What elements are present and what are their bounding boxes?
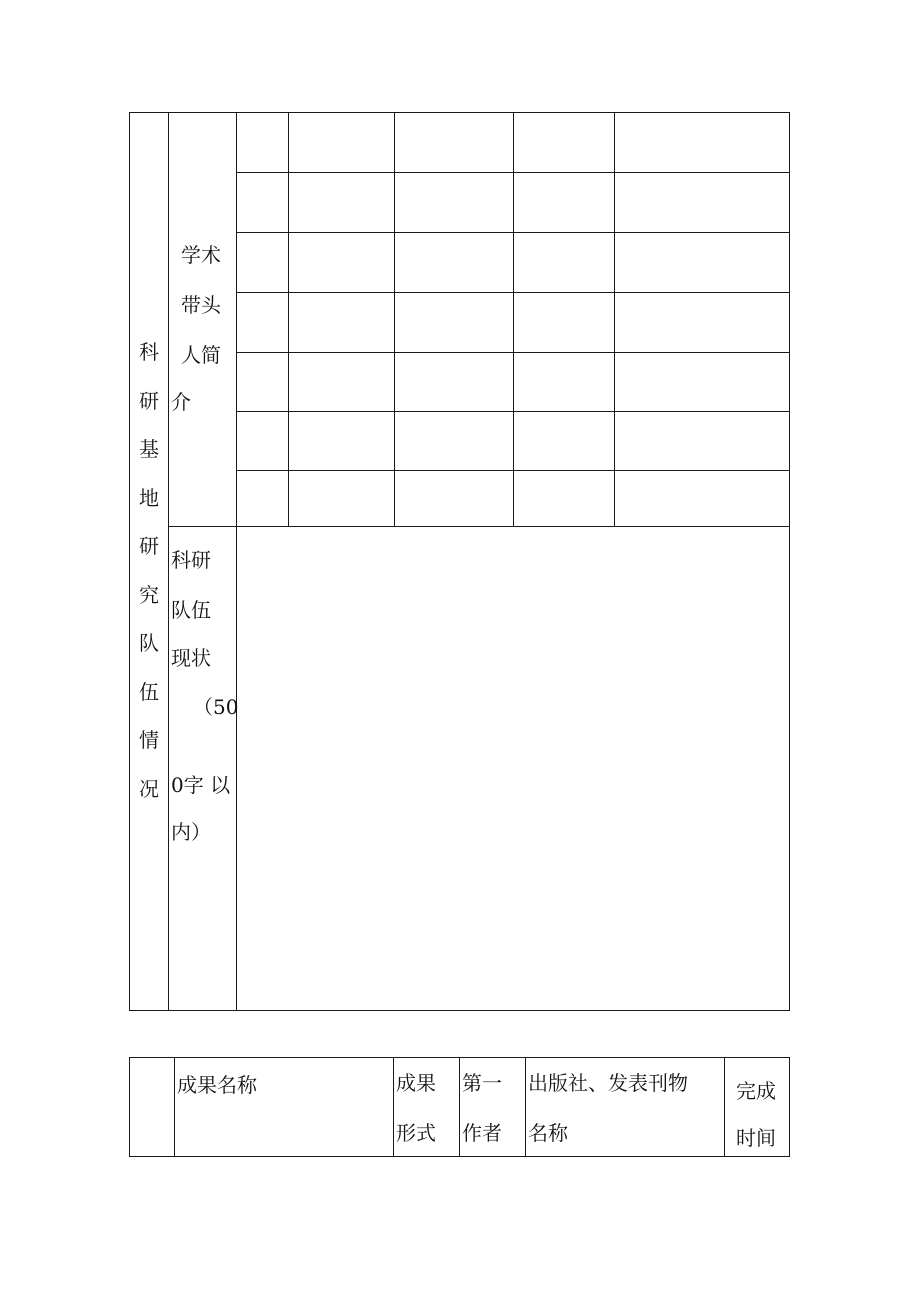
col-divider	[459, 1057, 460, 1157]
row-divider	[236, 411, 790, 412]
section-label-char: 研	[139, 388, 159, 413]
col-divider	[513, 112, 514, 527]
team-status-line: （50	[193, 695, 239, 719]
section-label-char: 队	[139, 631, 159, 655]
row-divider	[236, 292, 790, 293]
section-label-char: 伍	[139, 679, 159, 704]
col-divider	[174, 1057, 175, 1157]
table-border-left	[129, 1057, 130, 1157]
team-status-line: 内）	[171, 820, 211, 844]
header-result-name: 成果名称	[177, 1073, 257, 1097]
table-border-right	[789, 1057, 790, 1157]
col-divider	[724, 1057, 725, 1157]
col-divider	[236, 112, 237, 1011]
header-result-form-line: 形式	[396, 1121, 436, 1145]
team-status-line: 科研	[171, 548, 211, 572]
section-label-char: 况	[139, 776, 159, 801]
header-result-form-line: 成果	[396, 1071, 436, 1095]
col-divider	[525, 1057, 526, 1157]
table-border-top	[129, 112, 790, 113]
row-divider	[236, 470, 790, 471]
team-status-line: 现状	[171, 646, 211, 670]
col-divider	[288, 112, 289, 527]
team-status-line: 0字 以	[171, 773, 231, 797]
col-divider	[393, 1057, 394, 1157]
header-first-author-line: 第一	[462, 1071, 502, 1095]
header-completion-time-line: 完成	[736, 1079, 776, 1103]
team-status-line: 队伍	[171, 598, 211, 622]
row-divider	[236, 232, 790, 233]
col-divider	[614, 112, 615, 527]
academic-leader-line: 带头	[181, 293, 221, 317]
row-divider	[168, 526, 790, 527]
row-divider	[236, 352, 790, 353]
academic-leader-line: 介	[171, 390, 191, 414]
academic-leader-line: 学术	[181, 243, 221, 267]
section-label-char: 地	[139, 485, 159, 510]
academic-leader-line: 人简	[181, 343, 221, 367]
row-divider	[236, 172, 790, 173]
section-label-char: 科	[139, 340, 159, 364]
table-border-bottom	[129, 1010, 790, 1011]
section-label-char: 研	[139, 534, 159, 558]
header-first-author-line: 作者	[462, 1121, 502, 1145]
col-divider	[394, 112, 395, 527]
header-publisher-line: 出版社、发表刊物	[528, 1071, 688, 1095]
section-label-research-team	[129, 342, 169, 827]
section-label-char: 究	[139, 582, 159, 607]
header-completion-time-line: 时间	[736, 1126, 776, 1150]
header-publisher-line: 名称	[528, 1121, 568, 1145]
table-border-right	[789, 112, 790, 1011]
section-label-char: 情	[139, 728, 159, 752]
section-label-char: 基	[139, 437, 159, 461]
